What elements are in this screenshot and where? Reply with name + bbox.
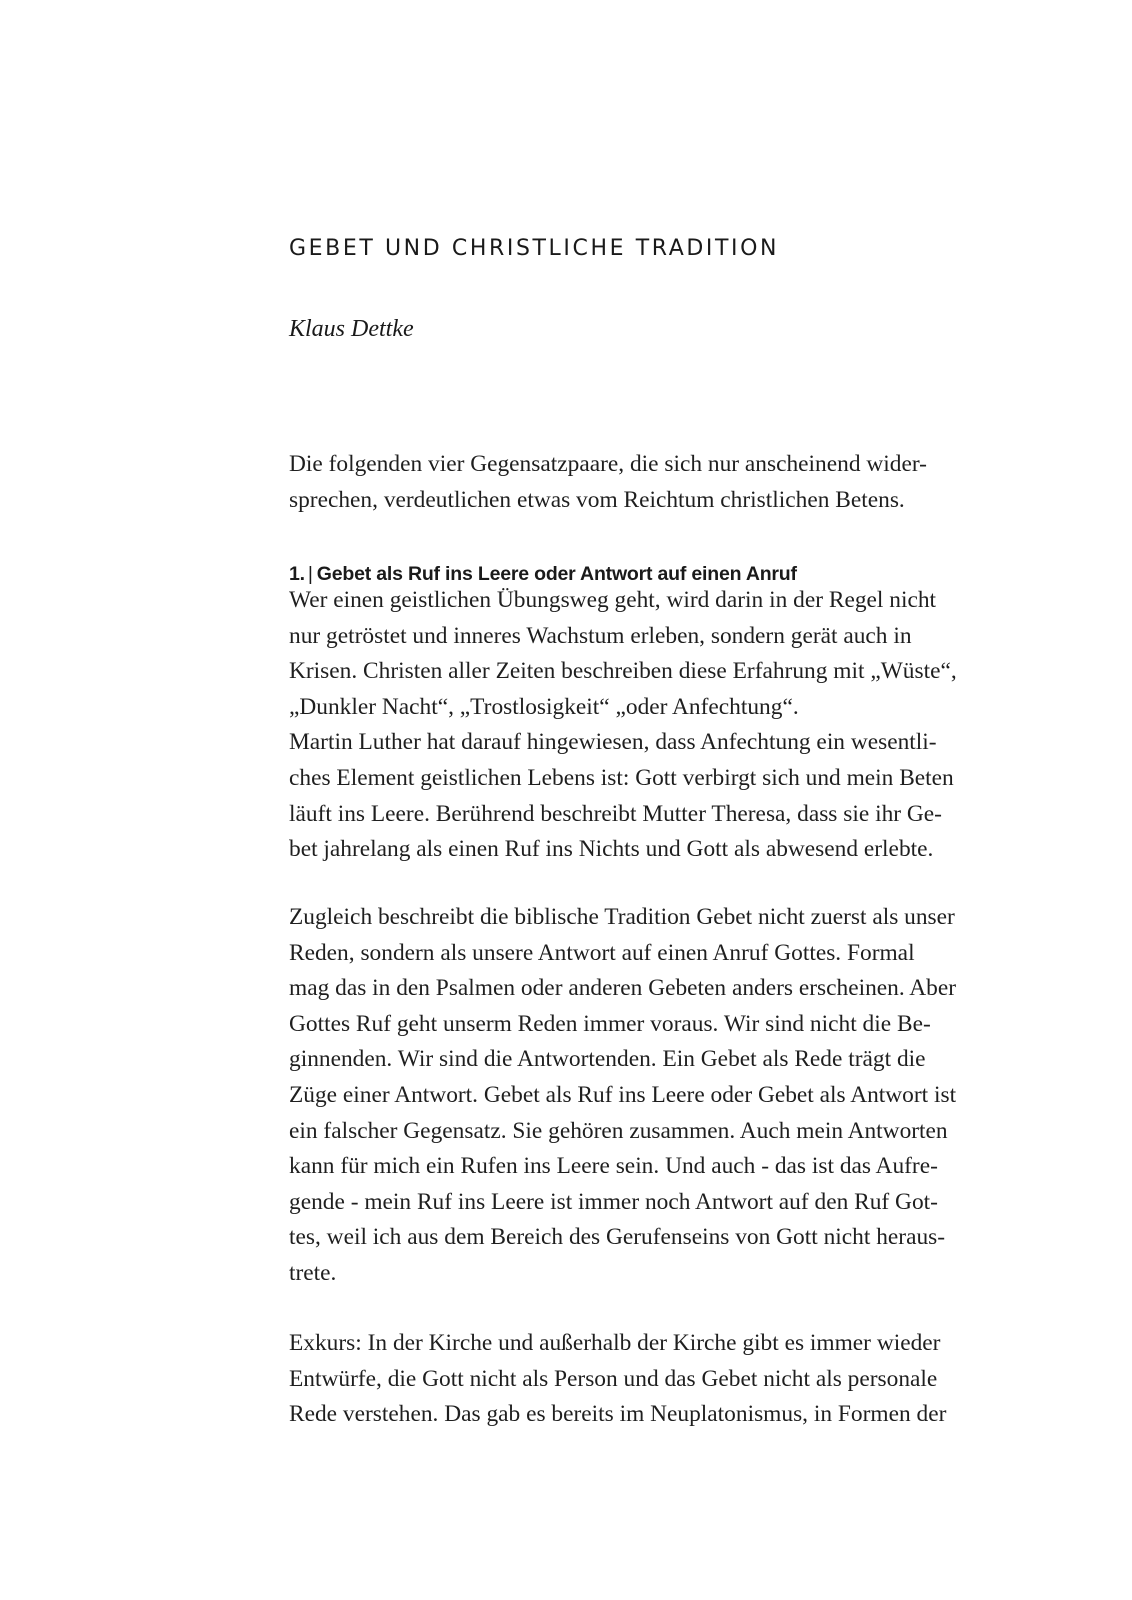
body-line: Martin Luther hat darauf hingewiesen, dass Anfechtung ein wesentli- [289,729,937,756]
body-line: ginnenden. Wir sind die Antwortenden. Ein Gebet als Rede trägt die [289,1046,926,1073]
intro-line: sprechen, verdeutlichen etwas vom Reichtum christlichen Betens. [289,486,905,513]
body-line: nur getröstet und inneres Wachstum erleben, sondern gerät auch in [289,622,912,649]
intro-line: Die folgenden vier Gegensatzpaare, die sich nur anscheinend wider- [289,451,927,477]
body-line: Reden, sondern als unsere Antwort auf einen Anruf Gottes. Formal [289,939,915,966]
body-line: Entwürfe, die Gott nicht als Person und das Gebet nicht als personale [289,1365,938,1392]
body-line: „Dunkler Nacht“, „Trostlosigkeit“ „oder Anfechtung“. [289,693,799,720]
body-line: kann für mich ein Rufen ins Leere sein. Und auch - das ist das Aufre- [289,1153,938,1180]
body-paragraph-1 [289,583,957,868]
body-paragraph-2 [289,900,956,1292]
section-number: 1. [289,563,305,585]
body-line: Krisen. Christen aller Zeiten beschreiben diese Erfahrung mit „Wüste“, [289,658,957,685]
body-line: gende - mein Ruf ins Leere ist immer noch Antwort auf den Ruf Got- [289,1188,938,1215]
body-line: ein falscher Gegensatz. Sie gehören zusammen. Auch mein Antworten [289,1117,948,1144]
body-line: Exkurs: In der Kirche und außerhalb der Kirche gibt es immer wieder [289,1330,941,1356]
body-line: läuft ins Leere. Berührend beschreibt Mutter Theresa, dass sie ihr Ge- [289,800,942,827]
author-name: Klaus Dettke [289,316,414,342]
body-paragraph-3 [289,1326,946,1433]
body-line: ches Element geistlichen Lebens ist: Gott verbirgt sich und mein Beten [289,764,954,791]
intro-paragraph [289,447,927,518]
section-separator: | [307,563,313,585]
body-line: Wer einen geistlichen Übungsweg geht, wird darin in der Regel nicht [289,587,937,613]
body-line: trete. [289,1259,337,1286]
page-title: GEBET UND CHRISTLICHE TRADITION [289,236,780,261]
body-line: bet jahrelang als einen Ruf ins Nichts und Gott als abwesend erlebte. [289,836,934,863]
body-line: mag das in den Psalmen oder anderen Gebeten anders erscheinen. Aber [289,975,957,1002]
body-line: Züge einer Antwort. Gebet als Ruf ins Leere oder Gebet als Antwort ist [289,1081,957,1108]
body-line: Zugleich beschreibt die biblische Tradition Gebet nicht zuerst als unser [289,904,955,930]
body-line: Rede verstehen. Das gab es bereits im Neuplatonismus, in Formen der [289,1401,947,1428]
body-line: tes, weil ich aus dem Bereich des Gerufenseins von Gott nicht heraus- [289,1224,946,1251]
page-content [289,234,1009,1428]
body-line: Gottes Ruf geht unserm Reden immer voraus. Wir sind nicht die Be- [289,1010,931,1037]
section-heading-text: Gebet als Ruf ins Leere oder Antwort auf einen Anruf [316,563,797,585]
